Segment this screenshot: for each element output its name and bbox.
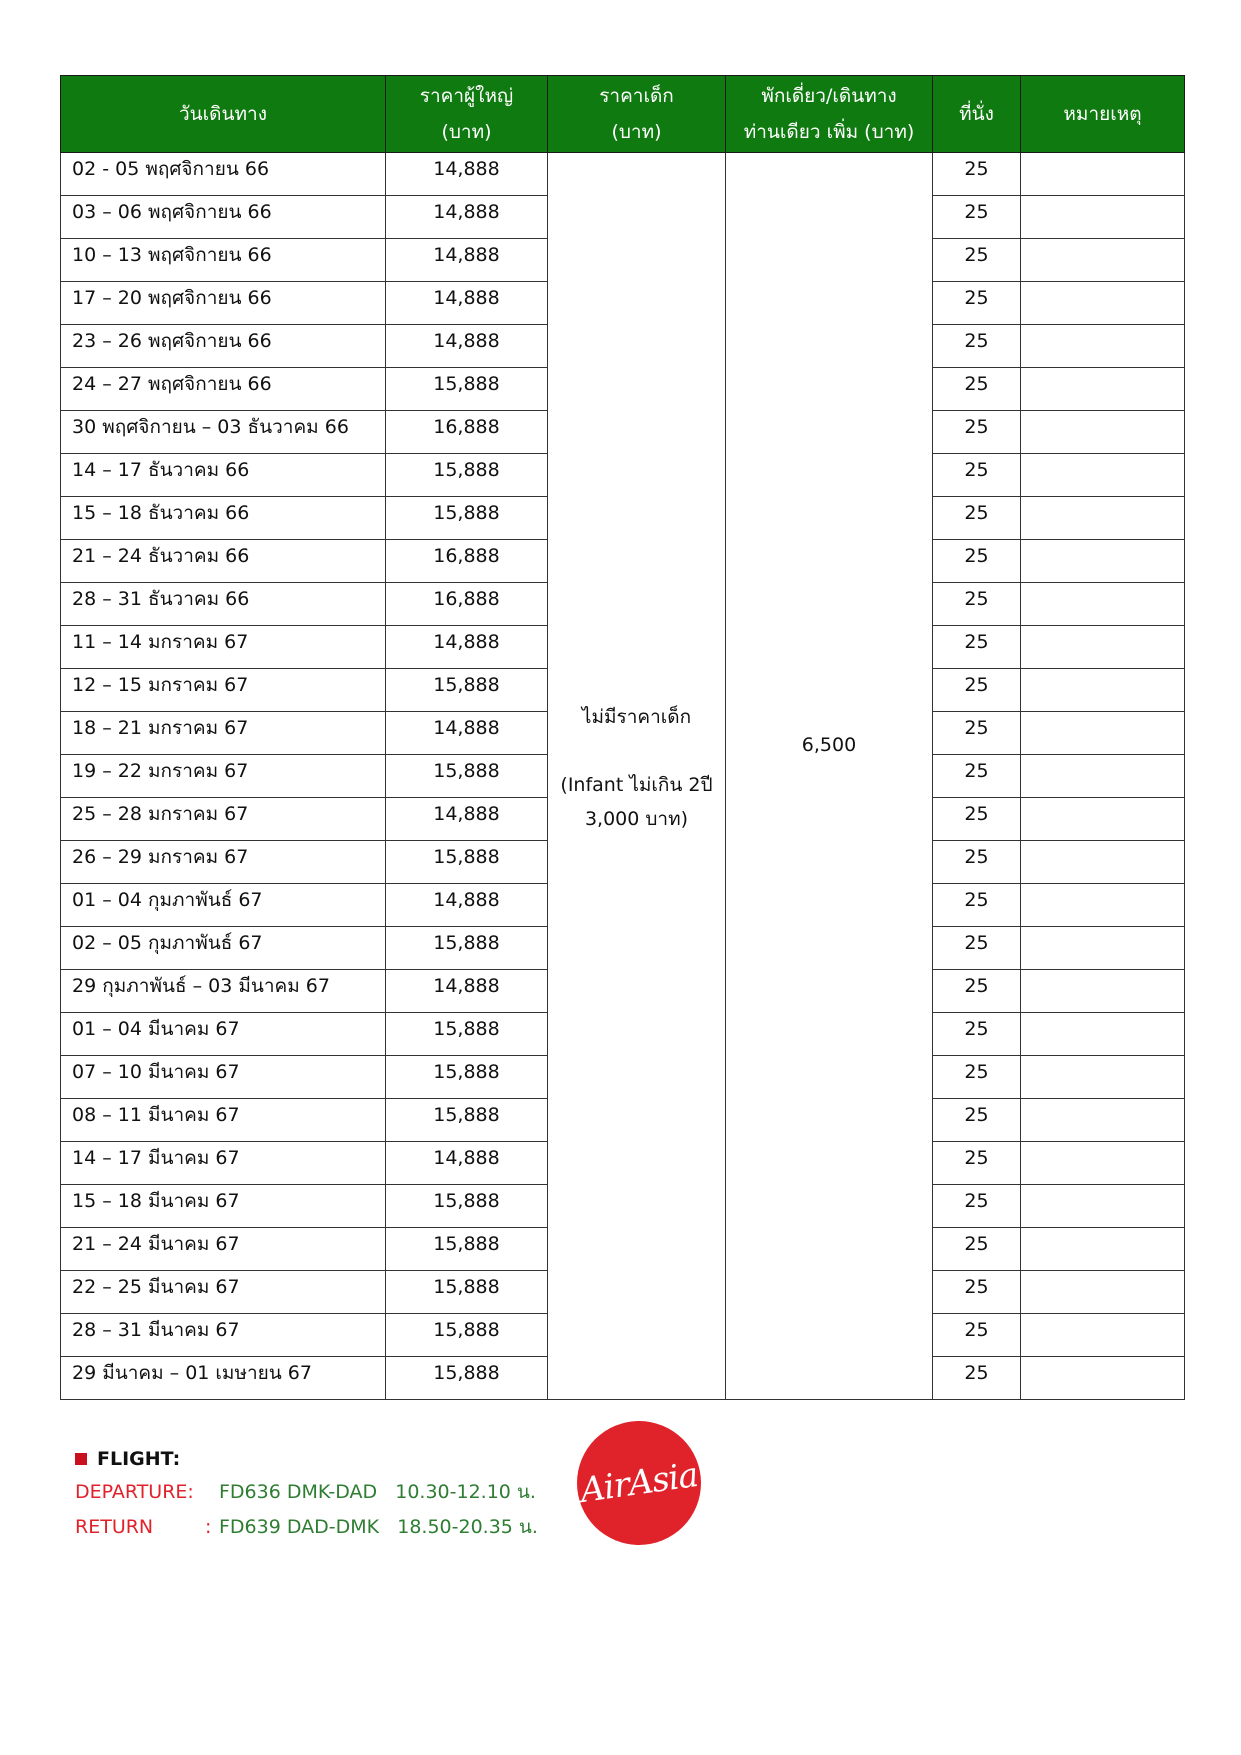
- row-adult-price: 15,888: [386, 497, 548, 540]
- departure-value: FD636 DMK-DAD 10.30-12.10 น.: [219, 1480, 536, 1503]
- row-remark: [1021, 1314, 1185, 1357]
- row-seats: 25: [933, 411, 1021, 454]
- row-remark: [1021, 1013, 1185, 1056]
- row-date: 18 – 21 มกราคม 67: [61, 712, 386, 755]
- table-header-row: [61, 76, 1185, 153]
- row-date: 12 – 15 มกราคม 67: [61, 669, 386, 712]
- table-row: [61, 153, 1185, 196]
- row-seats: 25: [933, 153, 1021, 196]
- child-price-gap: [548, 734, 725, 768]
- departure-label: DEPARTURE:: [75, 1480, 194, 1503]
- row-adult-price: 14,888: [386, 196, 548, 239]
- row-date: 11 – 14 มกราคม 67: [61, 626, 386, 669]
- row-date: 28 – 31 ธันวาคม 66: [61, 583, 386, 626]
- header-adult-line1: ราคาผู้ใหญ่: [419, 85, 514, 107]
- row-date: 15 – 18 มีนาคม 67: [61, 1185, 386, 1228]
- row-remark: [1021, 282, 1185, 325]
- row-seats: 25: [933, 325, 1021, 368]
- row-adult-price: 14,888: [386, 325, 548, 368]
- header-date: วันเดินทาง: [61, 76, 386, 153]
- header-single-line2: ท่านเดียว เพิ่ม (บาท): [743, 121, 915, 143]
- row-seats: 25: [933, 239, 1021, 282]
- return-value: FD639 DAD-DMK 18.50-20.35 น.: [219, 1515, 538, 1538]
- row-remark: [1021, 1357, 1185, 1400]
- row-date: 02 – 05 กุมภาพันธ์ 67: [61, 927, 386, 970]
- row-seats: 25: [933, 1013, 1021, 1056]
- row-remark: [1021, 755, 1185, 798]
- row-date: 23 – 26 พฤศจิกายน 66: [61, 325, 386, 368]
- single-supplement-value: 6,500: [801, 734, 857, 756]
- row-seats: 25: [933, 454, 1021, 497]
- row-remark: [1021, 1099, 1185, 1142]
- row-remark: [1021, 411, 1185, 454]
- row-seats: 25: [933, 1185, 1021, 1228]
- header-child-line2: (บาท): [611, 121, 662, 143]
- row-date: 14 – 17 มีนาคม 67: [61, 1142, 386, 1185]
- row-remark: [1021, 1142, 1185, 1185]
- row-remark: [1021, 325, 1185, 368]
- row-remark: [1021, 798, 1185, 841]
- row-date: 28 – 31 มีนาคม 67: [61, 1314, 386, 1357]
- row-remark: [1021, 669, 1185, 712]
- row-seats: 25: [933, 1056, 1021, 1099]
- row-remark: [1021, 196, 1185, 239]
- row-adult-price: 15,888: [386, 1271, 548, 1314]
- row-adult-price: 15,888: [386, 669, 548, 712]
- row-seats: 25: [933, 1228, 1021, 1271]
- row-seats: 25: [933, 970, 1021, 1013]
- row-adult-price: 14,888: [386, 970, 548, 1013]
- row-adult-price: 15,888: [386, 1056, 548, 1099]
- row-remark: [1021, 712, 1185, 755]
- airasia-logo: [577, 1421, 701, 1545]
- row-seats: 25: [933, 841, 1021, 884]
- row-remark: [1021, 540, 1185, 583]
- row-seats: 25: [933, 1271, 1021, 1314]
- row-date: 21 – 24 ธันวาคม 66: [61, 540, 386, 583]
- row-date: 02 - 05 พฤศจิกายน 66: [61, 153, 386, 196]
- row-date: 17 – 20 พฤศจิกายน 66: [61, 282, 386, 325]
- row-remark: [1021, 1228, 1185, 1271]
- row-date: 01 – 04 มีนาคม 67: [61, 1013, 386, 1056]
- table-body: [61, 153, 1185, 1400]
- row-adult-price: 16,888: [386, 540, 548, 583]
- row-seats: 25: [933, 927, 1021, 970]
- header-child-line1: ราคาเด็ก: [599, 85, 674, 107]
- flight-info: [75, 1444, 538, 1544]
- row-date: 29 กุมภาพันธ์ – 03 มีนาคม 67: [61, 970, 386, 1013]
- row-date: 24 – 27 พฤศจิกายน 66: [61, 368, 386, 411]
- row-date: 07 – 10 มีนาคม 67: [61, 1056, 386, 1099]
- child-price-cell: [548, 153, 726, 1400]
- row-seats: 25: [933, 540, 1021, 583]
- row-seats: 25: [933, 1142, 1021, 1185]
- row-adult-price: 14,888: [386, 239, 548, 282]
- return-row: [75, 1509, 538, 1544]
- row-adult-price: 16,888: [386, 583, 548, 626]
- row-date: 26 – 29 มกราคม 67: [61, 841, 386, 884]
- row-seats: 25: [933, 884, 1021, 927]
- row-adult-price: 15,888: [386, 368, 548, 411]
- row-date: 10 – 13 พฤศจิกายน 66: [61, 239, 386, 282]
- header-adult-line2: (บาท): [441, 121, 492, 143]
- row-seats: 25: [933, 368, 1021, 411]
- row-remark: [1021, 454, 1185, 497]
- row-date: 01 – 04 กุมภาพันธ์ 67: [61, 884, 386, 927]
- row-remark: [1021, 970, 1185, 1013]
- row-remark: [1021, 239, 1185, 282]
- row-remark: [1021, 626, 1185, 669]
- return-label: RETURN: [75, 1515, 154, 1538]
- header-child-price: [548, 76, 726, 153]
- row-date: 08 – 11 มีนาคม 67: [61, 1099, 386, 1142]
- row-adult-price: 14,888: [386, 1142, 548, 1185]
- row-seats: 25: [933, 497, 1021, 540]
- row-remark: [1021, 497, 1185, 540]
- airasia-logo-text: AirAsia: [577, 1454, 701, 1512]
- row-adult-price: 16,888: [386, 411, 548, 454]
- row-seats: 25: [933, 712, 1021, 755]
- header-single-supplement: [726, 76, 933, 153]
- departure-row: [75, 1474, 538, 1509]
- row-adult-price: 15,888: [386, 1314, 548, 1357]
- child-price-text: [548, 700, 725, 836]
- row-adult-price: 15,888: [386, 1185, 548, 1228]
- row-date: 14 – 17 ธันวาคม 66: [61, 454, 386, 497]
- header-adult-price: [386, 76, 548, 153]
- header-remark: หมายเหตุ: [1021, 76, 1185, 153]
- row-seats: 25: [933, 1357, 1021, 1400]
- child-price-line3: 3,000 บาท): [584, 808, 689, 830]
- row-remark: [1021, 583, 1185, 626]
- row-seats: 25: [933, 1099, 1021, 1142]
- child-price-line1: ไม่มีราคาเด็ก: [581, 706, 692, 728]
- row-adult-price: 15,888: [386, 1099, 548, 1142]
- row-adult-price: 14,888: [386, 153, 548, 196]
- row-date: 29 มีนาคม – 01 เมษายน 67: [61, 1357, 386, 1400]
- row-seats: 25: [933, 282, 1021, 325]
- row-adult-price: 15,888: [386, 1357, 548, 1400]
- row-date: 19 – 22 มกราคม 67: [61, 755, 386, 798]
- price-schedule-table: [60, 75, 1185, 1400]
- row-seats: 25: [933, 196, 1021, 239]
- row-seats: 25: [933, 626, 1021, 669]
- row-adult-price: 14,888: [386, 626, 548, 669]
- bullet-square-icon: [75, 1453, 87, 1465]
- row-adult-price: 15,888: [386, 841, 548, 884]
- flight-heading: [75, 1444, 538, 1474]
- row-remark: [1021, 927, 1185, 970]
- flight-heading-text: FLIGHT:: [97, 1448, 181, 1470]
- row-adult-price: 14,888: [386, 798, 548, 841]
- row-remark: [1021, 841, 1185, 884]
- return-colon: :: [205, 1515, 212, 1538]
- row-seats: 25: [933, 798, 1021, 841]
- row-adult-price: 15,888: [386, 1228, 548, 1271]
- header-single-line1: พักเดี่ยว/เดินทาง: [761, 85, 897, 107]
- row-date: 03 – 06 พฤศจิกายน 66: [61, 196, 386, 239]
- row-adult-price: 14,888: [386, 282, 548, 325]
- row-adult-price: 15,888: [386, 1013, 548, 1056]
- row-seats: 25: [933, 583, 1021, 626]
- row-remark: [1021, 884, 1185, 927]
- child-price-line2: (Infant ไม่เกิน 2ปี: [560, 774, 713, 796]
- row-date: 30 พฤศจิกายน – 03 ธันวาคม 66: [61, 411, 386, 454]
- row-date: 25 – 28 มกราคม 67: [61, 798, 386, 841]
- row-adult-price: 15,888: [386, 927, 548, 970]
- row-seats: 25: [933, 669, 1021, 712]
- row-adult-price: 15,888: [386, 755, 548, 798]
- row-seats: 25: [933, 755, 1021, 798]
- row-remark: [1021, 153, 1185, 196]
- row-date: 15 – 18 ธันวาคม 66: [61, 497, 386, 540]
- row-remark: [1021, 368, 1185, 411]
- row-adult-price: 14,888: [386, 712, 548, 755]
- row-date: 22 – 25 มีนาคม 67: [61, 1271, 386, 1314]
- row-adult-price: 14,888: [386, 884, 548, 927]
- row-remark: [1021, 1056, 1185, 1099]
- row-remark: [1021, 1185, 1185, 1228]
- row-adult-price: 15,888: [386, 454, 548, 497]
- header-seats: ที่นั่ง: [933, 76, 1021, 153]
- row-seats: 25: [933, 1314, 1021, 1357]
- row-remark: [1021, 1271, 1185, 1314]
- single-supplement-cell: [726, 153, 933, 1400]
- row-date: 21 – 24 มีนาคม 67: [61, 1228, 386, 1271]
